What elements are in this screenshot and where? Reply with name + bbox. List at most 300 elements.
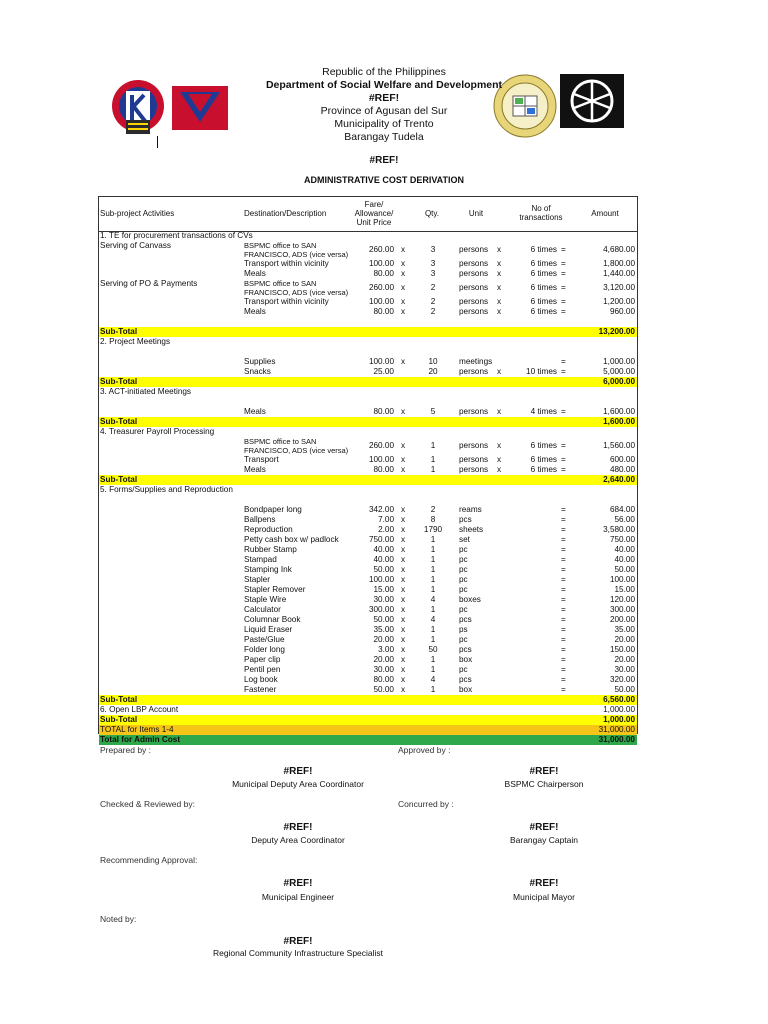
cell-dest: Pentil pen <box>244 665 281 674</box>
table-row <box>99 427 637 437</box>
cell-x1: x <box>401 555 406 564</box>
cell-eq: = <box>561 465 566 474</box>
cell-x2: x <box>497 307 502 316</box>
cell-qty: 4 <box>430 595 436 604</box>
cell-price: 80.00 <box>373 307 394 316</box>
cell-price: 20.00 <box>373 635 394 644</box>
cell-unit: set <box>459 535 470 544</box>
cell-act: Serving of Canvass <box>100 241 171 250</box>
cell-amt: 100.00 <box>609 575 635 584</box>
cell-x1: x <box>401 685 406 694</box>
cell-price: 7.00 <box>378 515 394 524</box>
table-row <box>99 357 637 367</box>
cell-price: 80.00 <box>373 407 394 416</box>
signatory-position: BSPMC Chairperson <box>504 779 584 789</box>
cell-eq: = <box>561 625 566 634</box>
table-row <box>99 485 637 495</box>
cell-amt: 320.00 <box>609 675 635 684</box>
cell-dest: Meals <box>244 407 266 416</box>
cell-amt: 30.00 <box>614 665 635 674</box>
cell-price: 80.00 <box>373 675 394 684</box>
table-row <box>99 715 637 725</box>
document-header <box>0 66 768 144</box>
table-row <box>99 475 637 485</box>
cell-amt: 40.00 <box>614 545 635 554</box>
signatory-position: Barangay Captain <box>509 835 579 845</box>
signatory-name: #REF! <box>529 766 559 777</box>
cell-x1: x <box>401 645 406 654</box>
cell-qty: 1 <box>430 575 436 584</box>
table-row <box>99 279 637 297</box>
col-qty: Qty. <box>424 209 440 218</box>
cell-unit: reams <box>459 505 482 514</box>
table-row <box>99 327 637 337</box>
cell-dest: Meals <box>244 307 266 316</box>
cell-unit: persons <box>459 297 489 306</box>
table-row <box>99 367 637 377</box>
cell-dest: Paper clip <box>244 655 281 664</box>
cell-act: Serving of PO & Payments <box>100 279 198 288</box>
cell-dest: Rubber Stamp <box>244 545 297 554</box>
cell-dest: Stamping Ink <box>244 565 292 574</box>
cell-x2: x <box>497 455 502 464</box>
cell-amt: 50.00 <box>614 685 635 694</box>
cell-x1: x <box>401 595 406 604</box>
table-row <box>99 437 637 455</box>
table-row <box>99 515 637 525</box>
cell-amt: 1,000.00 <box>603 715 635 724</box>
cell-act: Sub-Total <box>100 475 138 484</box>
cell-amt: 1,600.00 <box>603 417 635 426</box>
cell-price: 20.00 <box>373 655 394 664</box>
cell-x2: x <box>497 283 502 292</box>
cell-qty: 2 <box>430 297 436 306</box>
cell-unit: persons <box>459 441 489 450</box>
cell-act: Sub-Total <box>100 695 138 704</box>
cell-amt: 200.00 <box>609 615 635 624</box>
cell-act: TOTAL for Items 1-4 <box>100 725 174 734</box>
cell-amt: 300.00 <box>609 605 635 614</box>
cell-qty: 2 <box>430 505 436 514</box>
cell-eq: = <box>561 595 566 604</box>
cell-x2: x <box>497 297 502 306</box>
cell-qty: 50 <box>428 645 438 654</box>
cell-dest: Transport <box>244 455 279 464</box>
table-row <box>99 545 637 555</box>
cell-price: 40.00 <box>373 555 394 564</box>
cell-unit: pc <box>459 605 468 614</box>
prepared-by-label: Prepared by : <box>100 745 152 755</box>
cell-qty: 20 <box>428 367 438 376</box>
col-activity: Sub-project Activities <box>100 209 175 218</box>
cell-dest: Stampad <box>244 555 277 564</box>
cell-times: 6 times <box>530 307 557 316</box>
col-amount: Amount <box>591 209 619 218</box>
signatory-name: #REF! <box>529 822 559 833</box>
cell-price: 30.00 <box>373 665 394 674</box>
cell-times: 6 times <box>530 297 557 306</box>
cell-act: 2. Project Meetings <box>100 337 171 346</box>
cell-unit: boxes <box>459 595 481 604</box>
table-row <box>99 525 637 535</box>
cell-x1: x <box>401 465 406 474</box>
cell-qty: 1 <box>430 635 436 644</box>
cell-qty: 1 <box>430 555 436 564</box>
table-row <box>99 387 637 397</box>
cell-eq: = <box>561 565 566 574</box>
cell-price: 2.00 <box>378 525 394 534</box>
cell-dest: Transport within vicinity <box>244 297 329 306</box>
table-row <box>99 705 637 715</box>
cell-eq: = <box>561 585 566 594</box>
table-row <box>99 565 637 575</box>
cell-x2: x <box>497 269 502 278</box>
cell-amt: 2,640.00 <box>603 475 635 484</box>
cell-dest: Columnar Book <box>244 615 301 624</box>
signatory-name: #REF! <box>283 822 313 833</box>
cell-eq: = <box>561 269 566 278</box>
table-row <box>99 665 637 675</box>
table-row <box>99 259 637 269</box>
table-row <box>99 241 637 259</box>
concurred-by-label: Concurred by : <box>398 799 454 809</box>
cell-eq: = <box>561 535 566 544</box>
cell-unit: ps <box>459 625 468 634</box>
cell-unit: pcs <box>459 515 472 524</box>
table-row <box>99 377 637 387</box>
cell-amt: 4,680.00 <box>603 245 635 254</box>
cell-dest: Meals <box>244 465 266 474</box>
approved-by-label: Approved by : <box>398 745 451 755</box>
cell-qty: 1790 <box>423 525 443 534</box>
cell-act: Total for Admin Cost <box>100 735 181 744</box>
cell-amt: 13,200.00 <box>598 327 635 336</box>
cell-eq: = <box>561 407 566 416</box>
cell-amt: 1,560.00 <box>603 441 635 450</box>
cell-act: 6. Open LBP Account <box>100 705 179 714</box>
table-row <box>99 465 637 475</box>
cell-qty: 1 <box>430 655 436 664</box>
cell-x1: x <box>401 575 406 584</box>
table-row <box>99 417 637 427</box>
cell-amt: 50.00 <box>614 565 635 574</box>
header-province: Province of Agusan del Sur <box>320 105 448 117</box>
cell-dest: Folder long <box>244 645 285 654</box>
cell-x1: x <box>401 665 406 674</box>
cell-dest: Stapler <box>244 575 270 584</box>
cell-qty: 1 <box>430 465 436 474</box>
cell-qty: 1 <box>430 545 436 554</box>
cell-x2: x <box>497 245 502 254</box>
header-republic: Republic of the Philippines <box>322 66 446 78</box>
cell-x1: x <box>401 455 406 464</box>
cell-qty: 5 <box>430 407 436 416</box>
cell-eq: = <box>561 605 566 614</box>
cell-amt: 684.00 <box>609 505 635 514</box>
cell-qty: 3 <box>430 259 436 268</box>
cell-price: 100.00 <box>368 259 394 268</box>
cell-eq: = <box>561 575 566 584</box>
cell-price: 342.00 <box>368 505 394 514</box>
cell-eq: = <box>561 455 566 464</box>
cell-times: 6 times <box>530 269 557 278</box>
cell-unit: pc <box>459 665 468 674</box>
cell-x1: x <box>401 565 406 574</box>
cell-x1: x <box>401 407 406 416</box>
cell-eq: = <box>561 675 566 684</box>
cell-dest: BSPMC office to SAN FRANCISCO, ADS (vice versa) <box>244 279 349 297</box>
cell-price: 300.00 <box>368 605 394 614</box>
cell-qty: 1 <box>430 665 436 674</box>
cell-act: Sub-Total <box>100 715 138 724</box>
cell-eq: = <box>561 441 566 450</box>
cell-x1: x <box>401 259 406 268</box>
cell-x2: x <box>497 441 502 450</box>
header-municipality: Municipality of Trento <box>334 118 434 130</box>
cell-dest: Liquid Eraser <box>244 625 293 634</box>
cell-eq: = <box>561 307 566 316</box>
cell-dest: Fastener <box>244 685 277 694</box>
cell-eq: = <box>561 545 566 554</box>
cell-price: 100.00 <box>368 357 394 366</box>
table-row <box>99 397 637 407</box>
cell-eq: = <box>561 367 566 376</box>
cell-price: 3.00 <box>378 645 394 654</box>
table-row <box>99 685 637 695</box>
table-row <box>99 575 637 585</box>
cell-act: 1. TE for procurement transactions of CVs <box>100 231 253 240</box>
cell-unit: persons <box>459 283 489 292</box>
table-row <box>99 505 637 515</box>
table-row <box>99 655 637 665</box>
cell-qty: 1 <box>430 605 436 614</box>
cell-amt: 5,000.00 <box>603 367 635 376</box>
cell-dest: Log book <box>244 675 278 684</box>
cell-eq: = <box>561 655 566 664</box>
cell-amt: 1,600.00 <box>603 407 635 416</box>
cell-qty: 2 <box>430 283 436 292</box>
table-row <box>99 675 637 685</box>
cell-act: Sub-Total <box>100 377 138 386</box>
table-row <box>99 307 637 317</box>
cell-amt: 1,440.00 <box>603 269 635 278</box>
cell-act: 4. Treasurer Payroll Processing <box>100 427 215 436</box>
cell-amt: 1,800.00 <box>603 259 635 268</box>
cell-x1: x <box>401 283 406 292</box>
cell-x2: x <box>497 367 502 376</box>
cell-x1: x <box>401 535 406 544</box>
cell-x1: x <box>401 297 406 306</box>
cell-qty: 1 <box>430 441 436 450</box>
cell-act: 5. Forms/Supplies and Reproduction <box>100 485 233 494</box>
cell-dest: Stapler Remover <box>244 585 306 594</box>
cell-dest: Calculator <box>244 605 281 614</box>
cell-unit: meetings <box>459 357 493 366</box>
cell-amt: 20.00 <box>614 635 635 644</box>
col-unit: Unit <box>468 209 484 218</box>
cell-unit: persons <box>459 367 489 376</box>
signatory-position: Regional Community Infrastructure Specialist <box>212 948 384 958</box>
cell-unit: pc <box>459 555 468 564</box>
cell-x1: x <box>401 525 406 534</box>
cell-amt: 3,120.00 <box>603 283 635 292</box>
cell-x1: x <box>401 515 406 524</box>
cell-x1: x <box>401 357 406 366</box>
cell-price: 260.00 <box>368 441 394 450</box>
cell-amt: 3,580.00 <box>603 525 635 534</box>
cell-x1: x <box>401 505 406 514</box>
cell-x2: x <box>497 465 502 474</box>
table-row <box>99 347 637 357</box>
signatory-name: #REF! <box>529 878 559 889</box>
cell-price: 40.00 <box>373 545 394 554</box>
cell-x2: x <box>497 407 502 416</box>
table-row <box>99 407 637 417</box>
cell-qty: 1 <box>430 585 436 594</box>
cell-dest: Snacks <box>244 367 271 376</box>
cell-eq: = <box>561 525 566 534</box>
signatory-name: #REF! <box>283 878 313 889</box>
cell-unit: box <box>459 685 473 694</box>
cell-eq: = <box>561 357 566 366</box>
cell-qty: 3 <box>430 245 436 254</box>
header-ref: #REF! <box>368 92 400 104</box>
cell-times: 6 times <box>530 259 557 268</box>
cell-x1: x <box>401 441 406 450</box>
table-row <box>99 455 637 465</box>
recommending-approval-label: Recommending Approval: <box>100 855 198 865</box>
cell-unit: persons <box>459 259 489 268</box>
cell-x1: x <box>401 655 406 664</box>
cell-price: 750.00 <box>368 535 394 544</box>
cell-qty: 4 <box>430 675 436 684</box>
cell-act: Sub-Total <box>100 327 138 336</box>
cell-x2: x <box>497 259 502 268</box>
cell-amt: 600.00 <box>609 455 635 464</box>
cell-qty: 10 <box>428 357 438 366</box>
cell-x1: x <box>401 307 406 316</box>
table-row <box>99 495 637 505</box>
cell-dest: Supplies <box>244 357 276 366</box>
cell-dest: Meals <box>244 269 266 278</box>
cell-unit: pc <box>459 585 468 594</box>
cell-x1: x <box>401 545 406 554</box>
cell-amt: 150.00 <box>609 645 635 654</box>
table-row <box>99 585 637 595</box>
cell-eq: = <box>561 245 566 254</box>
cell-times: 6 times <box>530 283 557 292</box>
cell-qty: 4 <box>430 615 436 624</box>
cell-dest: Staple Wire <box>244 595 287 604</box>
cell-price: 50.00 <box>373 685 394 694</box>
cell-amt: 1,000.00 <box>603 357 635 366</box>
cell-eq: = <box>561 685 566 694</box>
table-row <box>99 297 637 307</box>
page-title: ADMINISTRATIVE COST DERIVATION <box>303 175 464 185</box>
table-row <box>99 725 637 735</box>
cell-eq: = <box>561 283 566 292</box>
cell-amt: 31,000.00 <box>598 735 635 744</box>
cell-price: 80.00 <box>373 269 394 278</box>
cell-x1: x <box>401 585 406 594</box>
cell-price: 260.00 <box>368 283 394 292</box>
cell-qty: 2 <box>430 307 436 316</box>
table-row <box>99 635 637 645</box>
cell-price: 30.00 <box>373 595 394 604</box>
checked-by-label: Checked & Reviewed by: <box>100 799 195 809</box>
table-row <box>99 625 637 635</box>
col-destination: Destination/Description <box>244 209 327 218</box>
cell-eq: = <box>561 297 566 306</box>
noted-by-label: Noted by: <box>100 914 137 924</box>
cell-price: 80.00 <box>373 465 394 474</box>
cell-eq: = <box>561 665 566 674</box>
ref-title: #REF! <box>369 155 399 166</box>
signatory-position: Municipal Engineer <box>261 892 335 902</box>
cell-qty: 1 <box>430 685 436 694</box>
cell-x1: x <box>401 625 406 634</box>
cell-unit: persons <box>459 269 489 278</box>
cell-amt: 6,000.00 <box>603 377 635 386</box>
cell-unit: persons <box>459 307 489 316</box>
cell-dest: Petty cash box w/ padlock <box>244 535 339 544</box>
table-row <box>99 735 637 745</box>
cell-dest: Ballpens <box>244 515 276 524</box>
cell-price: 260.00 <box>368 245 394 254</box>
table-row <box>99 555 637 565</box>
table-row <box>99 231 637 241</box>
cell-unit: pc <box>459 565 468 574</box>
cell-x1: x <box>401 635 406 644</box>
cell-amt: 1,000.00 <box>603 705 635 714</box>
signatory-position: Municipal Deputy Area Coordinator <box>232 779 364 789</box>
cell-price: 100.00 <box>368 575 394 584</box>
cell-eq: = <box>561 259 566 268</box>
cell-unit: pcs <box>459 645 472 654</box>
cell-act: 3. ACT-initiated Meetings <box>100 387 192 396</box>
cell-amt: 750.00 <box>609 535 635 544</box>
cell-amt: 56.00 <box>614 515 635 524</box>
cell-unit: pc <box>459 545 468 554</box>
cell-price: 100.00 <box>368 455 394 464</box>
cell-qty: 1 <box>430 625 436 634</box>
cell-times: 6 times <box>530 465 557 474</box>
cell-times: 10 times <box>526 367 557 376</box>
cell-price: 50.00 <box>373 615 394 624</box>
cell-unit: persons <box>459 407 489 416</box>
cell-amt: 1,200.00 <box>603 297 635 306</box>
cell-amt: 31,000.00 <box>598 725 635 734</box>
cell-eq: = <box>561 505 566 514</box>
header-barangay: Barangay Tudela <box>344 131 424 143</box>
cell-act: Sub-Total <box>100 417 138 426</box>
cell-x1: x <box>401 675 406 684</box>
cell-price: 25.00 <box>373 367 394 376</box>
cell-unit: pc <box>459 575 468 584</box>
cell-qty: 1 <box>430 535 436 544</box>
signatory-name: #REF! <box>283 936 313 947</box>
cell-x1: x <box>401 245 406 254</box>
cell-unit: sheets <box>459 525 484 534</box>
cell-qty: 1 <box>430 455 436 464</box>
cell-dest: Paste/Glue <box>244 635 285 644</box>
signatory-position: Municipal Mayor <box>513 892 575 902</box>
cell-unit: pcs <box>459 615 472 624</box>
cell-price: 50.00 <box>373 565 394 574</box>
table-row <box>99 535 637 545</box>
cell-qty: 3 <box>430 269 436 278</box>
cell-x1: x <box>401 269 406 278</box>
